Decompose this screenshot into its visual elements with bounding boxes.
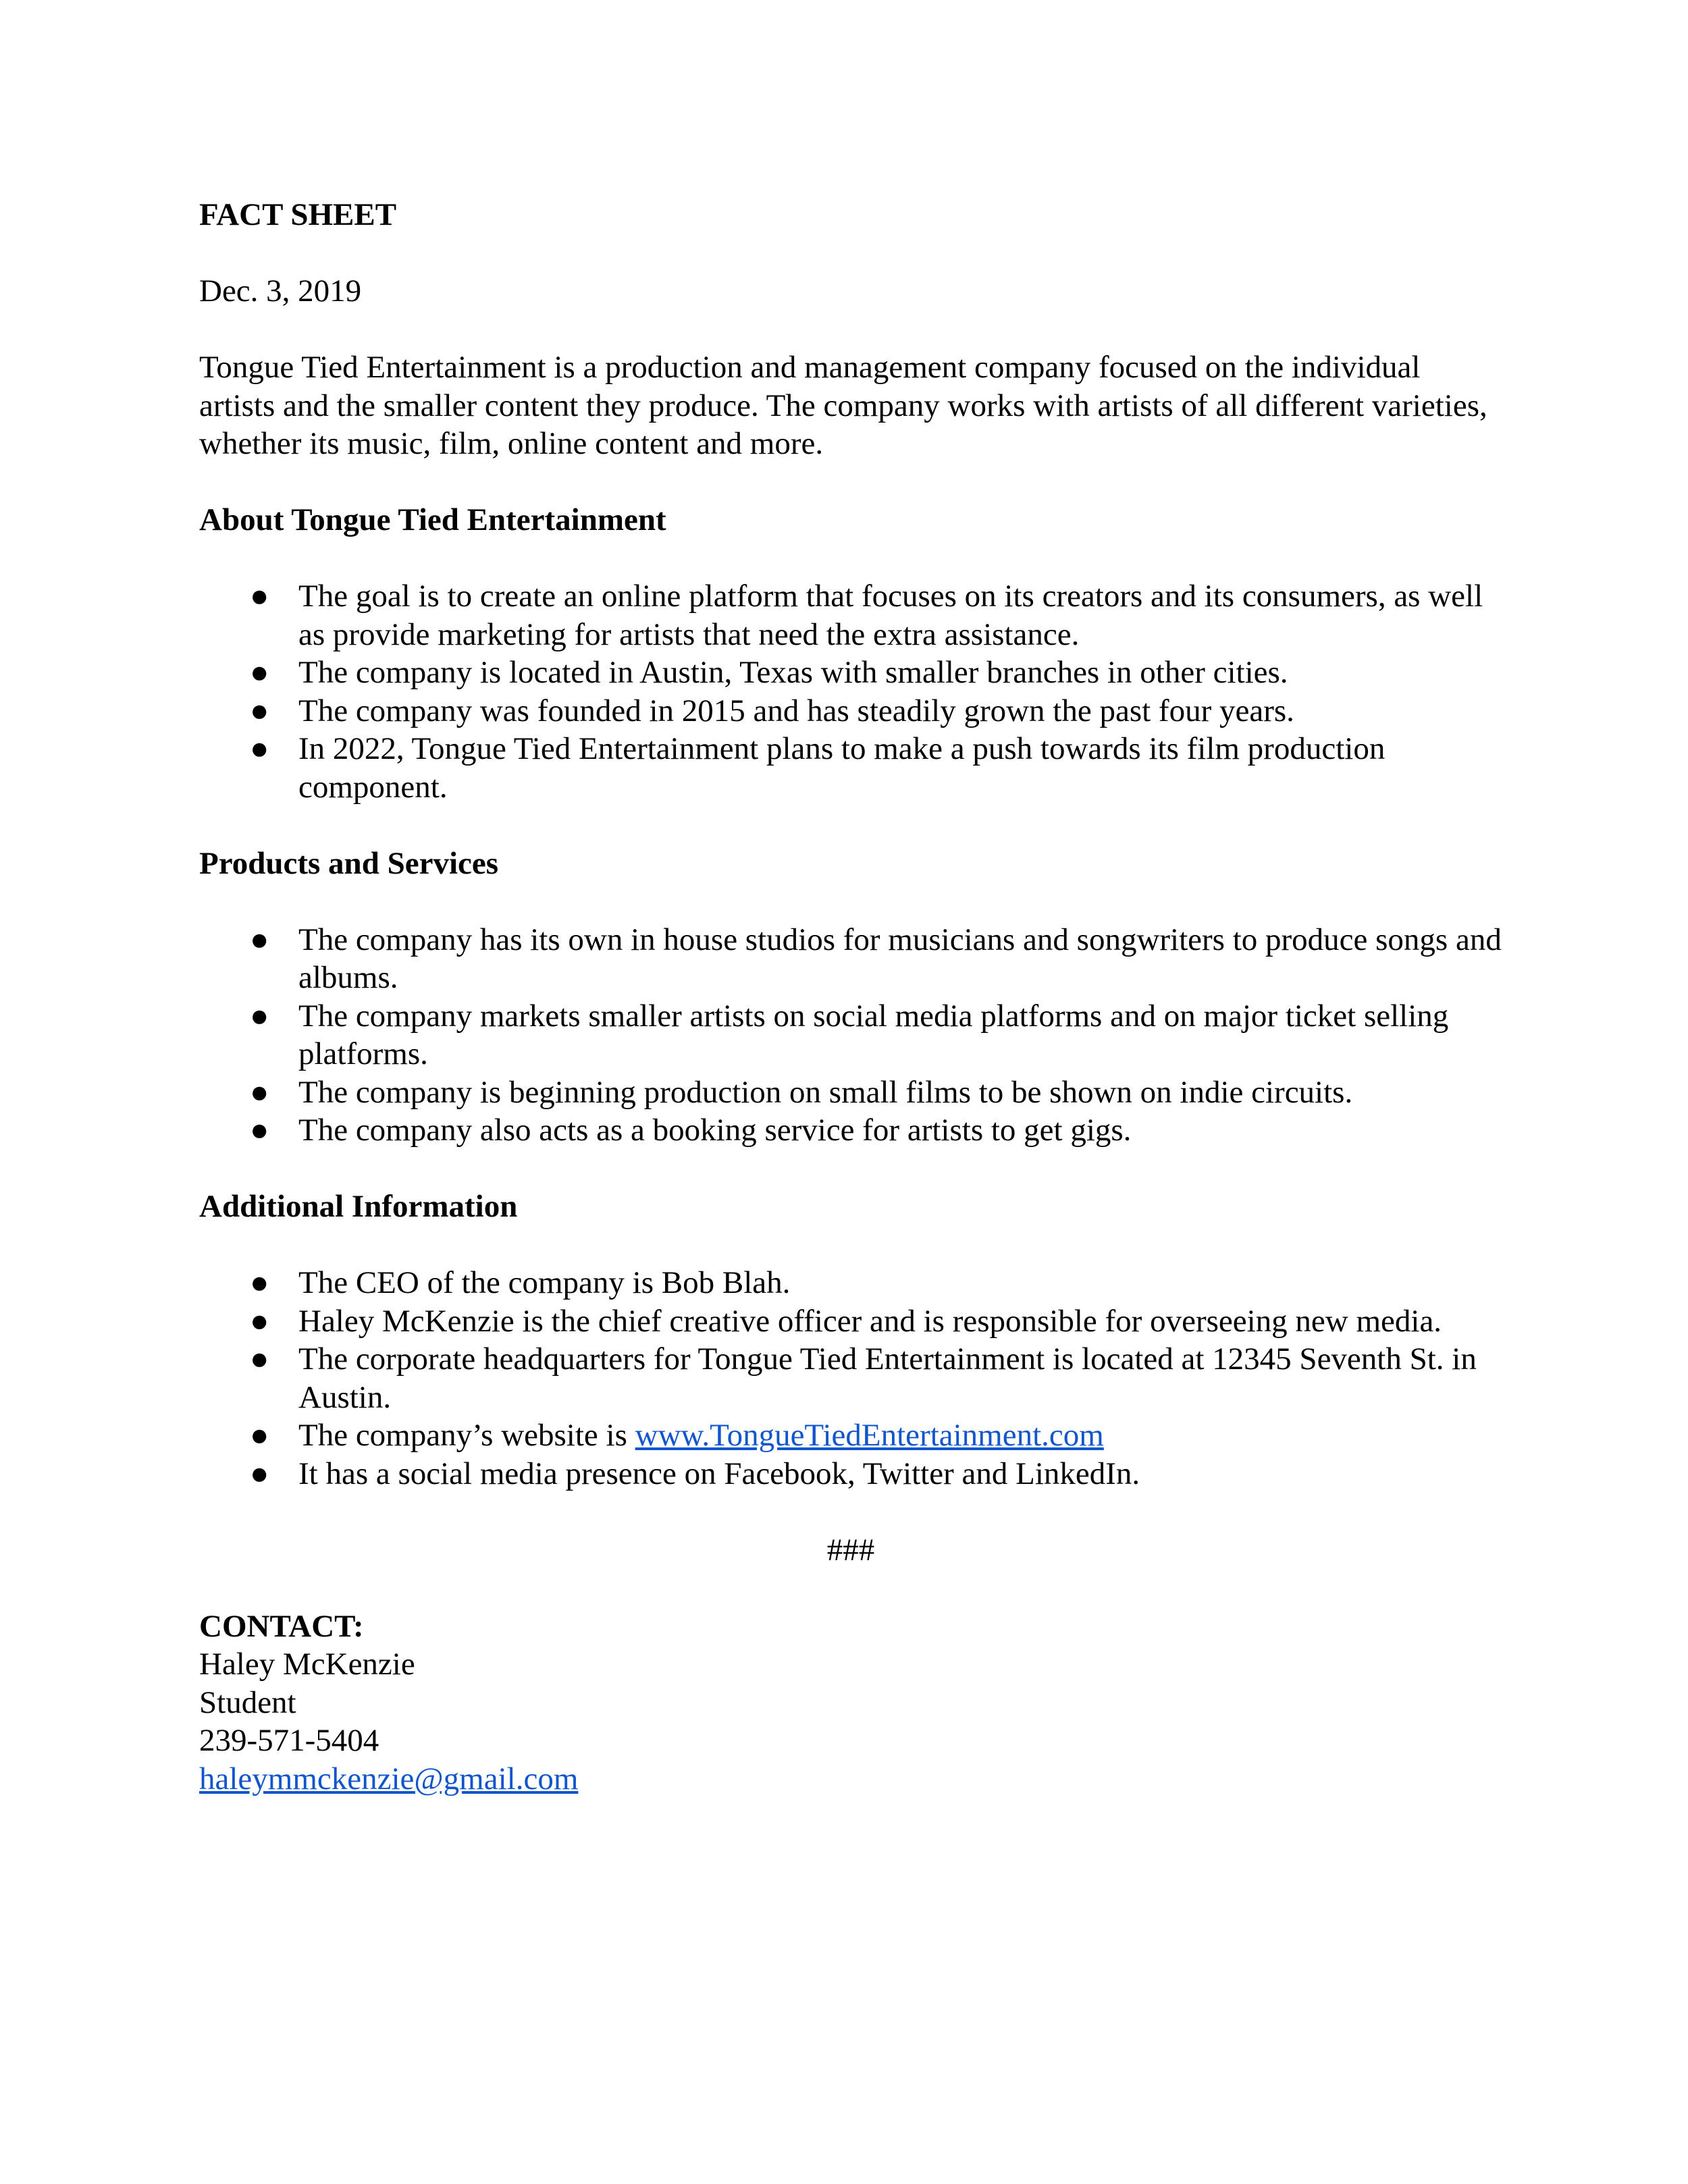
contact-phone: 239-571-5404: [199, 1723, 379, 1758]
spacer: [199, 539, 1502, 578]
contact-name: Haley McKenzie: [199, 1647, 415, 1682]
doc-title: FACT SHEET: [199, 197, 397, 232]
contact-email-link[interactable]: haleymmckenzie@gmail.com: [199, 1761, 579, 1796]
list-item: [199, 997, 1502, 1073]
list-item: [199, 1264, 1502, 1302]
spacer: [199, 1150, 1502, 1188]
list-item: [199, 577, 1502, 654]
spacer: [199, 1493, 1502, 1531]
website-prefix-text: The company’s website is: [298, 1418, 635, 1453]
website-link[interactable]: www.TongueTiedEntertainment.com: [635, 1418, 1104, 1453]
about-list: [199, 577, 1502, 806]
bullet-icon: ●: [250, 1074, 269, 1110]
bullet-icon: ●: [250, 922, 269, 957]
section-heading-products: Products and Services: [199, 845, 499, 881]
list-item-text: Haley McKenzie is the chief creative officer and is responsible for overseeing new media.: [298, 1303, 1442, 1339]
bullet-icon: ●: [250, 579, 269, 614]
list-item: [199, 1073, 1502, 1112]
section-heading-about: About Tongue Tied Entertainment: [199, 502, 666, 537]
list-item-text: In 2022, Tongue Tied Entertainment plans to make a push towards its film production component.: [298, 731, 1386, 805]
list-item-text: The corporate headquarters for Tongue Tied Entertainment is located at 12345 Seventh St. in Austin.: [298, 1341, 1477, 1415]
bullet-icon: ●: [250, 1341, 269, 1377]
list-item-text: The company is located in Austin, Texas with smaller branches in other cities.: [298, 655, 1288, 690]
bullet-icon: ●: [250, 1265, 269, 1300]
spacer: [199, 1569, 1502, 1607]
spacer: [199, 806, 1502, 845]
list-item: [199, 1302, 1502, 1341]
list-item-text: The company markets smaller artists on social media platforms and on major ticket selling platforms.: [298, 998, 1449, 1071]
list-item: [199, 921, 1502, 997]
bullet-icon: ●: [250, 693, 269, 728]
list-item-text: It has a social media presence on Facebook, Twitter and LinkedIn.: [298, 1456, 1140, 1491]
contact-block: [199, 1607, 1502, 1799]
bullet-icon: ●: [250, 1456, 269, 1491]
bullet-icon: ●: [250, 1418, 269, 1453]
bullet-icon: ●: [250, 655, 269, 690]
list-item-text: The company has its own in house studios for musicians and songwriters to produce songs and albums.: [298, 922, 1502, 995]
section-heading-additional: Additional Information: [199, 1189, 518, 1224]
list-item-text: The CEO of the company is Bob Blah.: [298, 1265, 791, 1300]
list-item-website: [199, 1416, 1502, 1455]
spacer: [199, 311, 1502, 349]
list-item: [199, 692, 1502, 730]
doc-date: Dec. 3, 2019: [199, 273, 362, 309]
bullet-icon: ●: [250, 731, 269, 766]
contact-label: CONTACT:: [199, 1608, 364, 1644]
document-page: [199, 196, 1502, 1798]
bullet-icon: ●: [250, 998, 269, 1034]
bullet-icon: ●: [250, 1303, 269, 1339]
list-item-text: The company was founded in 2015 and has steadily grown the past four years.: [298, 693, 1294, 728]
contact-role: Student: [199, 1684, 296, 1720]
end-mark: ###: [826, 1532, 875, 1568]
list-item: [199, 1111, 1502, 1150]
list-item: [199, 1455, 1502, 1493]
list-item-text: The goal is to create an online platform that focuses on its creators and its consumers, as well as provide marketing for artists that need the extra assistance.: [298, 579, 1483, 652]
list-item: [199, 730, 1502, 806]
spacer: [199, 1226, 1502, 1264]
spacer: [199, 463, 1502, 502]
bullet-icon: ●: [250, 1113, 269, 1148]
products-list: [199, 921, 1502, 1150]
spacer: [199, 882, 1502, 921]
additional-list: [199, 1264, 1502, 1493]
list-item-text: The company is beginning production on small films to be shown on indie circuits.: [298, 1074, 1353, 1110]
list-item: [199, 1340, 1502, 1416]
spacer: [199, 234, 1502, 273]
list-item-text: The company also acts as a booking service for artists to get gigs.: [298, 1113, 1132, 1148]
list-item: [199, 654, 1502, 692]
intro-paragraph: Tongue Tied Entertainment is a production and management company focused on the individual artists and the smaller content they produce. The company works with artists of all different varieties, whether its music, film, online content and more.: [199, 350, 1487, 461]
